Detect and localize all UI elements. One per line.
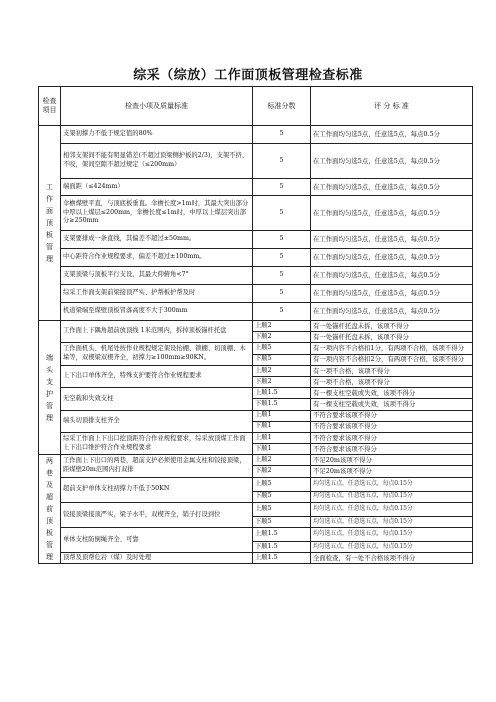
item-content: 伞檐煤壁平直，与顶底板垂直。伞檐长度>1m时，其最大突出部分中厚以上煤层≤200mm，伞檐长度≤1m时，中厚以上煤层突出部分≥250mm xyxy=(61,196,253,231)
item-criteria: 不足20m该项不得分 xyxy=(311,455,473,466)
item-score: 5 xyxy=(253,144,311,179)
item-content: 铰接顶梁接顶严实，梁子水平，双楔齐全，销子打设到位 xyxy=(61,502,253,527)
item-level-score: 上顺1.5 xyxy=(253,553,311,564)
item-content: 工作面机头、机尾处按作业规程规定架设抬棚、锁棚、切顶棚、木垛等，双楔梁双楔齐全，初撑力≥100mm≥90KN。 xyxy=(61,343,253,365)
table-row xyxy=(39,477,473,491)
item-level-score: 下顺2 xyxy=(253,376,311,387)
item-level-score: 下顺1.5 xyxy=(253,399,311,410)
item-level-score: 上顺1 xyxy=(253,432,311,443)
table-row xyxy=(39,365,473,376)
table-row xyxy=(39,553,473,564)
table-row xyxy=(39,179,473,196)
item-content: 无空载和失效支柱 xyxy=(61,388,253,410)
item-level-score: 下顺2 xyxy=(253,332,311,343)
item-criteria: 全面检查，有一处不合格该项不得分 xyxy=(311,553,473,564)
item-criteria: 均匀选五点，任意选五点，每点0.15分 xyxy=(311,477,473,491)
header-content: 检查小项及质量标准 xyxy=(61,87,253,126)
item-criteria: 有一处锚杆托盘未拆，该项不得分 xyxy=(311,332,473,343)
item-level-score: 下顺1 xyxy=(253,444,311,455)
item-level-score: 上顺1.5 xyxy=(253,388,311,399)
item-level-score: 上顺1.5 xyxy=(253,527,311,541)
item-content: 端面距（≤424mm） xyxy=(61,179,253,196)
inspection-table xyxy=(38,86,473,564)
item-level-score: 上顺5 xyxy=(253,477,311,491)
item-criteria: 有一处锚杆托盘未拆，该项不得分 xyxy=(311,321,473,332)
item-criteria: 有一棵支柱空载或失效，该项不得分 xyxy=(311,399,473,410)
item-content: 支架顶梁与顶板平行支设，其最大仰俯角<7° xyxy=(61,267,253,285)
item-criteria: 有一项内容不合格扣1分，有两项不合格，该项不得分 xyxy=(311,343,473,354)
item-content: 中心距符合作业规程要求，偏差不超过±100mm。 xyxy=(61,249,253,267)
item-criteria: 在工作面均匀选5点，任意选5点，每点0.5分 xyxy=(311,126,473,144)
item-score: 5 xyxy=(253,231,311,249)
item-score: 5 xyxy=(253,267,311,285)
item-content: 上下出口单体齐全，特殊支护要符合作业规程要求 xyxy=(61,365,253,387)
item-criteria: 在工作面均匀选5点，任意选5点，每点0.5分 xyxy=(311,231,473,249)
item-criteria: 均匀选五点，任意选五点，每点0.15分 xyxy=(311,516,473,527)
item-level-score: 上顺5 xyxy=(253,502,311,516)
header-criteria: 评 分 标 准 xyxy=(311,87,473,126)
item-criteria: 在工作面均匀选5点，任意选5点，每点0.5分 xyxy=(311,303,473,321)
header-project: 检查项目 xyxy=(39,87,61,126)
section-label: 两 巷 及 超 前 顶 板 管 理 xyxy=(39,455,61,564)
item-level-score: 下顺1.5 xyxy=(253,541,311,552)
item-content: 超前支护单体支柱初撑力不低于50KN xyxy=(61,477,253,502)
table-row xyxy=(39,343,473,354)
item-criteria: 在工作面均匀选5点，任意选5点，每点0.5分 xyxy=(311,179,473,196)
table-row xyxy=(39,285,473,303)
item-criteria: 均匀选五点，任意选五点，每点0.15分 xyxy=(311,527,473,541)
item-content: 相邻支架间不能有明显错差(不超过顶梁侧护板的2/3)，支架不挤、不咬，架间空隙不超过规定（≤200mm） xyxy=(61,144,253,179)
table-row xyxy=(39,196,473,231)
item-level-score: 下顺5 xyxy=(253,491,311,502)
item-level-score: 下顺2 xyxy=(253,466,311,477)
item-level-score: 上顺1 xyxy=(253,410,311,421)
header-score: 标准分数 xyxy=(253,87,311,126)
item-criteria: 均匀选五点，任意选五点，每点0.15分 xyxy=(311,491,473,502)
item-criteria: 不符合要求该项不得分 xyxy=(311,421,473,432)
item-level-score: 上顺5 xyxy=(253,343,311,354)
header-row xyxy=(39,87,473,126)
item-criteria: 均匀选五点，任意选五点，每点0.15分 xyxy=(311,541,473,552)
item-level-score: 上顺2 xyxy=(253,321,311,332)
page-title: 综采（综放）工作面顶板管理检查标准 xyxy=(133,68,363,83)
item-criteria: 在工作面均匀选5点，任意选5点，每点0.5分 xyxy=(311,144,473,179)
item-content: 顶帮及顶帮危岩（煤）及时处理 xyxy=(61,553,253,564)
item-content: 综采工作面上下出口挖顶距符合作业规程要求，综采放顶煤工作面上下出口维护符合作业规程要求 xyxy=(61,432,253,454)
item-level-score: 下顺5 xyxy=(253,354,311,365)
table-row xyxy=(39,249,473,267)
item-criteria: 有一项内容不合格扣2分，有两项不合格，该项不得分 xyxy=(311,354,473,365)
item-criteria: 不符合要求该项不得分 xyxy=(311,432,473,443)
item-criteria: 有一项不合格，该项不得分 xyxy=(311,376,473,387)
item-criteria: 在工作面均匀选5点，任意选5点，每点0.5分 xyxy=(311,285,473,303)
item-level-score: 下顺1 xyxy=(253,421,311,432)
item-criteria: 在工作面均匀选5点，任意选5点，每点0.5分 xyxy=(311,249,473,267)
table-row xyxy=(39,303,473,321)
item-score: 5 xyxy=(253,285,311,303)
table-row xyxy=(39,267,473,285)
item-score: 5 xyxy=(253,303,311,321)
item-criteria: 不符合要求该项不得分 xyxy=(311,444,473,455)
item-content: 机道梁端至煤壁顶板冒落高度不大于300mm xyxy=(61,303,253,321)
item-level-score: 上顺2 xyxy=(253,365,311,376)
table-row xyxy=(39,455,473,466)
section-label: 工 作 面 顶 板 管 理 xyxy=(39,126,61,321)
item-level-score: 上顺2 xyxy=(253,455,311,466)
item-score: 5 xyxy=(253,126,311,144)
item-criteria: 在工作面均匀选5点，任意选5点，每点0.5分 xyxy=(311,267,473,285)
table-row xyxy=(39,126,473,144)
table-row xyxy=(39,144,473,179)
item-criteria: 不足20m该项不得分 xyxy=(311,466,473,477)
item-content: 工作面上下隅角超前放顶线 1米范围内，拆掉顶板锚杆托盘 xyxy=(61,321,253,343)
item-level-score: 下顺5 xyxy=(253,516,311,527)
item-score: 5 xyxy=(253,196,311,231)
item-content: 端头切顶排支柱齐全 xyxy=(61,410,253,432)
item-content: 单体支柱防倒绳齐全、可靠 xyxy=(61,527,253,552)
table-row xyxy=(39,410,473,421)
table-row xyxy=(39,527,473,541)
table-row xyxy=(39,231,473,249)
table-row xyxy=(39,321,473,332)
table-row xyxy=(39,502,473,516)
item-criteria: 在工作面均匀选5点，任意选5点，每点0.5分 xyxy=(311,196,473,231)
item-criteria: 有一项不合格，该项不得分 xyxy=(311,365,473,376)
section-label: 端 头 支 护 管 理 xyxy=(39,321,61,455)
table-row xyxy=(39,432,473,443)
item-criteria: 有一棵支柱空载或失效，该项不得分 xyxy=(311,388,473,399)
table-row xyxy=(39,388,473,399)
item-content: 支架初撑力不低于规定值的80% xyxy=(61,126,253,144)
item-criteria: 均匀选五点，任意选五点，每点0.15分 xyxy=(311,502,473,516)
item-content: 工作面上下出口的两巷，超前支护必须使用金属支柱和铰接顶梁，距煤壁20m范围内打双排 xyxy=(61,455,253,477)
item-criteria: 不符合要求该项不得分 xyxy=(311,410,473,421)
item-score: 5 xyxy=(253,179,311,196)
item-content: 综采工作面支架前梁接顶严实、护帮板护帮及时 xyxy=(61,285,253,303)
item-score: 5 xyxy=(253,249,311,267)
item-content: 支架要排成一条直线，其偏差不超过±50mm。 xyxy=(61,231,253,249)
